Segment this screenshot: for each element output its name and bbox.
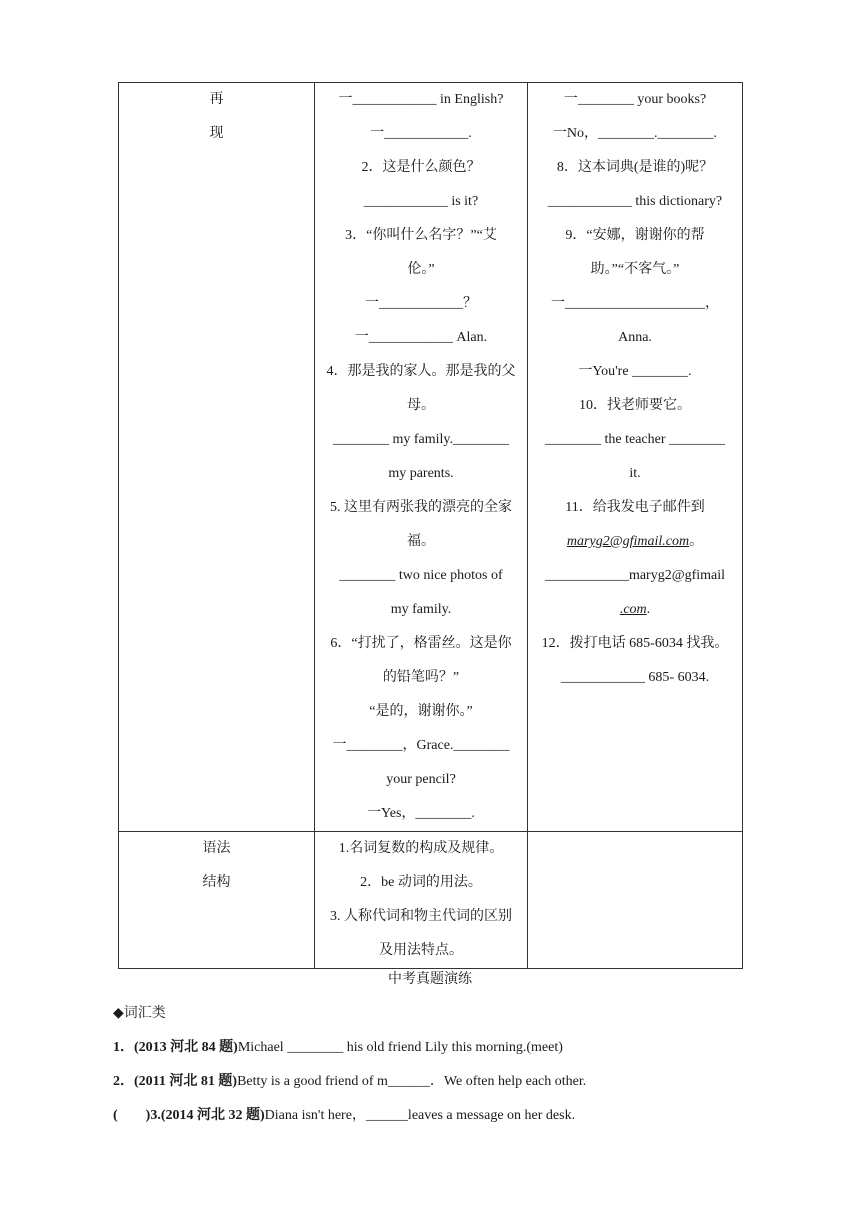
email-blank-text: ____________maryg2@gfimail (544, 568, 726, 583)
exercise-line: 助。”“不客气。” (590, 262, 680, 277)
exercise-line: 一____________. (370, 126, 472, 141)
email-link[interactable]: maryg2@gfimail.com (566, 534, 690, 549)
question-number: ( )3. (113, 1108, 161, 1123)
question-number: 1． (113, 1040, 134, 1055)
exercise-line: ________ two nice photos of (339, 568, 503, 583)
review-table (118, 82, 743, 969)
dot-suffix: . (646, 602, 651, 617)
question-3 (113, 1106, 860, 1126)
exercise-line: 福。 (407, 534, 435, 549)
exercise-line: 一________ your books? (563, 92, 707, 107)
exercise-line: 一No，________.________. (552, 126, 718, 141)
question-text: Betty is a good friend of m______．We often help each other. (237, 1074, 587, 1089)
empty-cell (528, 832, 743, 969)
grammar-point: 2．be 动词的用法。 (360, 875, 482, 890)
row-label-zaixian (119, 83, 315, 832)
grammar-point: 及用法特点。 (379, 943, 463, 958)
email-domain: .com (619, 602, 647, 617)
exercise-line: your pencil? (386, 772, 456, 787)
exercise-line: 4．那是我的家人。那是我的父 (326, 364, 516, 379)
exercise-line: 一____________ Alan. (354, 330, 488, 345)
row-label-line: 结构 (202, 875, 231, 890)
email-suffix: 。 (689, 534, 704, 549)
section-title: 中考真题演练 (388, 972, 472, 987)
exercise-line: 10．找老师要它。 (579, 398, 691, 413)
row-label-grammar (119, 832, 315, 969)
exercise-line: Anna. (618, 330, 652, 345)
exercise-line: 的铅笔吗？” (382, 670, 460, 685)
question-2 (113, 1072, 860, 1092)
exercise-line: ____________ this dictionary? (547, 194, 723, 209)
email-blank-line (534, 559, 736, 593)
exercise-line: 5. 这里有两张我的漂亮的全家 (330, 500, 512, 515)
exercise-line: ________ the teacher ________ (544, 432, 725, 447)
question-source: (2014 河北 32 题) (160, 1108, 265, 1123)
row-label-line: 再 (209, 92, 224, 107)
exercise-line: my family. (390, 602, 452, 617)
subsection-heading: ◆词汇类 (113, 1006, 166, 1021)
exercise-line: 12．拨打电话 685-6034 找我。 (541, 636, 729, 651)
grammar-point: 3. 人称代词和物主代词的区别 (330, 909, 512, 924)
exercise-line: 一____________？ (365, 296, 477, 311)
exercise-line: ____________ is it? (363, 194, 479, 209)
row-label-line: 语法 (202, 841, 231, 856)
exercise-line: 6．“打扰了，格雷丝。这是你 (330, 636, 512, 651)
email-line (534, 525, 736, 559)
question-1 (113, 1038, 860, 1058)
question-source: (2011 河北 81 题) (134, 1074, 238, 1089)
exercise-line: 11．给我发电子邮件到 (565, 500, 705, 515)
question-text: Diana isn't here，______leaves a message on her desk. (264, 1108, 576, 1123)
row-label-line: 现 (209, 126, 224, 141)
exercise-line: my parents. (388, 466, 454, 481)
question-number: 2． (113, 1074, 134, 1089)
exercise-line: 母。 (407, 398, 435, 413)
sentence-column-left (315, 83, 528, 832)
question-source: (2013 河北 84 题) (134, 1040, 238, 1055)
exercise-line: 9．“安娜，谢谢你的帮 (565, 228, 705, 243)
exercise-line: 一You're ________. (578, 364, 692, 379)
exercise-line: 一____________________， (551, 296, 719, 311)
grammar-point: 1.名词复数的构成及规律。 (338, 841, 504, 856)
exercise-line: 3．“你叫什么名字？”“艾 (345, 228, 497, 243)
grammar-points (315, 832, 528, 969)
exercise-line: 8．这本词典(是谁的)呢？ (556, 160, 714, 175)
exercise-line: “是的，谢谢你。” (369, 704, 473, 719)
sentence-column-right (528, 83, 743, 832)
question-text: Michael ________ his old friend Lily this morning.(meet) (237, 1040, 563, 1055)
exercise-line: 2．这是什么颜色？ (361, 160, 481, 175)
exercise-line: ____________ 685- 6034. (560, 670, 710, 685)
exercise-line: 伦。” (407, 262, 435, 277)
exercise-line: 一____________ in English? (338, 92, 504, 107)
exercise-line: ________ my family.________ (332, 432, 510, 447)
email-domain-line (534, 593, 736, 627)
table-row (119, 832, 743, 969)
exercise-line: 一Yes，________. (367, 806, 475, 821)
exercise-line: 一________，Grace.________ (332, 738, 510, 753)
exercise-line: it. (629, 466, 641, 481)
table-row (119, 83, 743, 832)
